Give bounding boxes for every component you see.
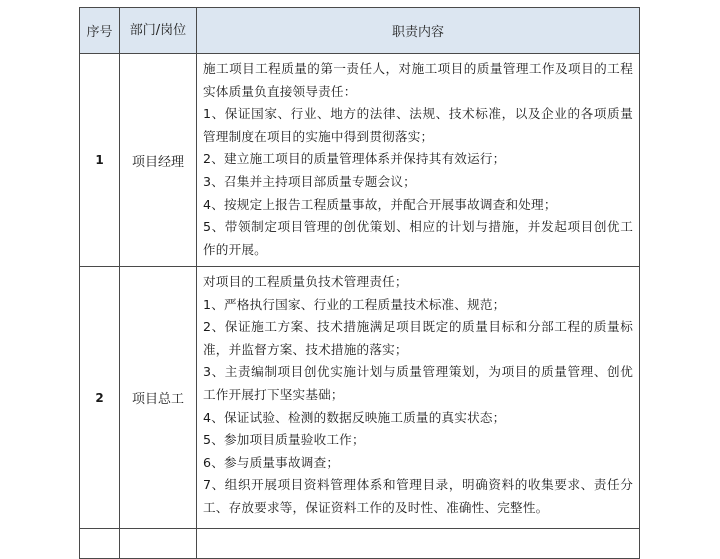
table-header-row (80, 8, 640, 54)
row-number: 2 (80, 267, 120, 529)
row-dept (120, 529, 197, 559)
duty-line: 4、按规定上报告工程质量事故，并配合开展事故调查和处理； (203, 196, 557, 212)
table-row (80, 529, 640, 559)
header-dept: 部门/岗位 (120, 8, 197, 54)
row-duties (197, 267, 640, 529)
row-dept: 项目总工 (120, 267, 197, 529)
duty-line: 5、带领制定项目管理的创优策划、相应的计划与措施，并发起项目创优工作的开展。 (203, 219, 633, 257)
duty-line: 1、严格执行国家、行业的工程质量技术标准、规范； (203, 296, 506, 312)
duty-line: 6、参与质量事故调查； (203, 454, 340, 470)
duty-line: 2、建立施工项目的质量管理体系并保持其有效运行； (203, 151, 506, 167)
row-dept: 项目经理 (120, 54, 197, 267)
duty-line: 对项目的工程质量负技术管理责任； (203, 274, 408, 289)
header-no: 序号 (80, 8, 120, 54)
table-row (80, 54, 640, 267)
header-duties: 职责内容 (197, 8, 640, 54)
row-number (80, 529, 120, 559)
row-duties (197, 54, 640, 267)
row-duties (197, 529, 640, 559)
duty-line: 4、保证试验、检测的数据反映施工质量的真实状态； (203, 409, 506, 425)
duty-line: 1、保证国家、行业、地方的法律、法规、技术标准，以及企业的各项质量管理制度在项目的实施中得到贯彻落实； (203, 106, 633, 144)
duty-line: 3、召集并主持项目部质量专题会议； (203, 173, 416, 189)
responsibility-table (79, 7, 640, 559)
row-number: 1 (80, 54, 120, 267)
duty-line: 5、参加项目质量验收工作； (203, 432, 365, 448)
table-row (80, 267, 640, 529)
duty-line: 2、保证施工方案、技术措施满足项目既定的质量目标和分部工程的质量标准，并监督方案、技术措施的落实； (203, 319, 633, 357)
duty-line: 3、主责编制项目创优实施计划与质量管理策划，为项目的质量管理、创优工作开展打下坚实基础； (203, 364, 633, 402)
duty-line: 7、组织开展项目资料管理体系和管理目录，明确资料的收集要求、责任分工、存放要求等，保证资料工作的及时性、准确性、完整性。 (203, 477, 633, 515)
duty-line: 施工项目工程质量的第一责任人，对施工项目的质量管理工作及项目的工程实体质量负直接领导责任： (203, 61, 633, 99)
